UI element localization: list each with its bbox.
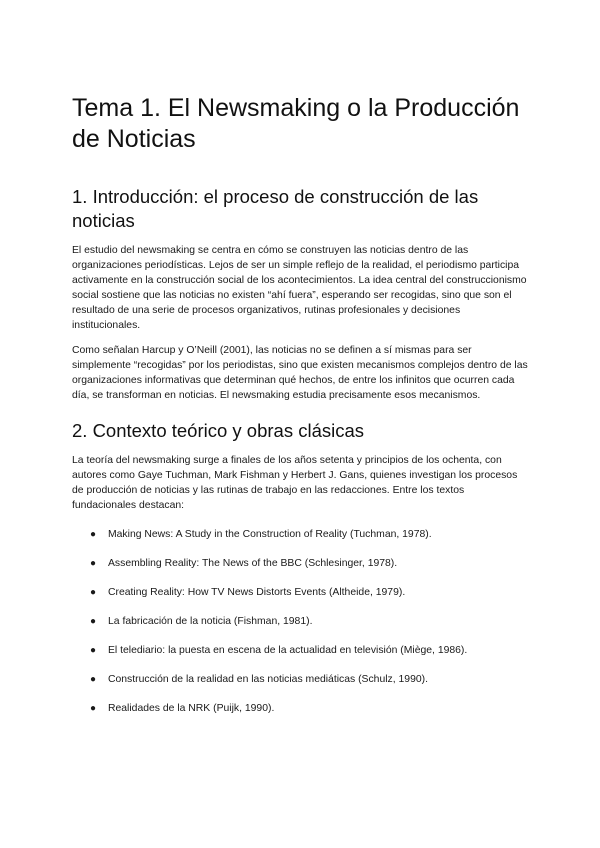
bullet-icon: ● xyxy=(90,703,97,714)
section-contexto-teorico xyxy=(72,419,530,716)
list-item xyxy=(90,585,530,600)
section-heading: 1. Introducción: el proceso de construcción de las noticias xyxy=(72,186,479,231)
section-heading: 2. Contexto teórico y obras clásicas xyxy=(72,420,365,441)
works-list xyxy=(72,527,530,716)
list-item-text: Making News: A Study in the Construction of Reality (Tuchman, 1978). xyxy=(108,529,432,540)
list-item xyxy=(90,643,530,658)
paragraph: El estudio del newsmaking se centra en cómo se construyen las noticias dentro de las organizaciones periodísticas. Lejos de ser un simple reflejo de la realidad, el periodismo participa activamente en la construcción social de los acontecimientos. La idea central del construccionismo social sostiene que las noticias no existen “ahí fuera”, esperando ser recogidas, sino que son el resultado de una serie de procesos organizativos, rutinas profesionales y decisiones institucionales. xyxy=(72,245,527,331)
paragraph: Como señalan Harcup y O’Neill (2001), las noticias no se definen a sí mismas para ser simplemente “recogidas” por los periodistas, sino que existen mecanismos complejos dentro de las organizaciones informativas que determinan qué hechos, de entre los infinitos que ocurren cada día, se transforman en noticias. El newsmaking estudia precisamente esos mecanismos. xyxy=(72,345,528,401)
list-item-text: El telediario: la puesta en escena de la actualidad en televisión (Miège, 1986). xyxy=(108,645,468,656)
list-item-text: Creating Reality: How TV News Distorts Events (Altheide, 1979). xyxy=(108,587,406,598)
paragraph: La teoría del newsmaking surge a finales de los años setenta y principios de los ochenta, con autores como Gaye Tuchman, Mark Fishman y Herbert J. Gans, quienes investigan los procesos de producción de noticias y las rutinas de trabajo en las redacciones. Entre los textos fundacionales destacan: xyxy=(72,455,518,511)
list-item xyxy=(90,614,530,629)
section-introduccion xyxy=(72,185,530,403)
bullet-icon: ● xyxy=(90,558,97,569)
list-item-text: Realidades de la NRK (Puijk, 1990). xyxy=(108,703,275,714)
bullet-icon: ● xyxy=(90,529,97,540)
list-item xyxy=(90,701,530,716)
list-item-text: Construcción de la realidad en las noticias mediáticas (Schulz, 1990). xyxy=(108,674,428,685)
list-item xyxy=(90,556,530,571)
bullet-icon: ● xyxy=(90,587,97,598)
bullet-icon: ● xyxy=(90,616,97,627)
list-item xyxy=(90,672,530,687)
bullet-icon: ● xyxy=(90,674,97,685)
document-title: Tema 1. El Newsmaking o la Producción de Noticias xyxy=(72,94,520,153)
list-item xyxy=(90,527,530,542)
list-item-text: Assembling Reality: The News of the BBC (Schlesinger, 1978). xyxy=(108,558,398,569)
list-item-text: La fabricación de la noticia (Fishman, 1981). xyxy=(108,616,313,627)
bullet-icon: ● xyxy=(90,645,97,656)
